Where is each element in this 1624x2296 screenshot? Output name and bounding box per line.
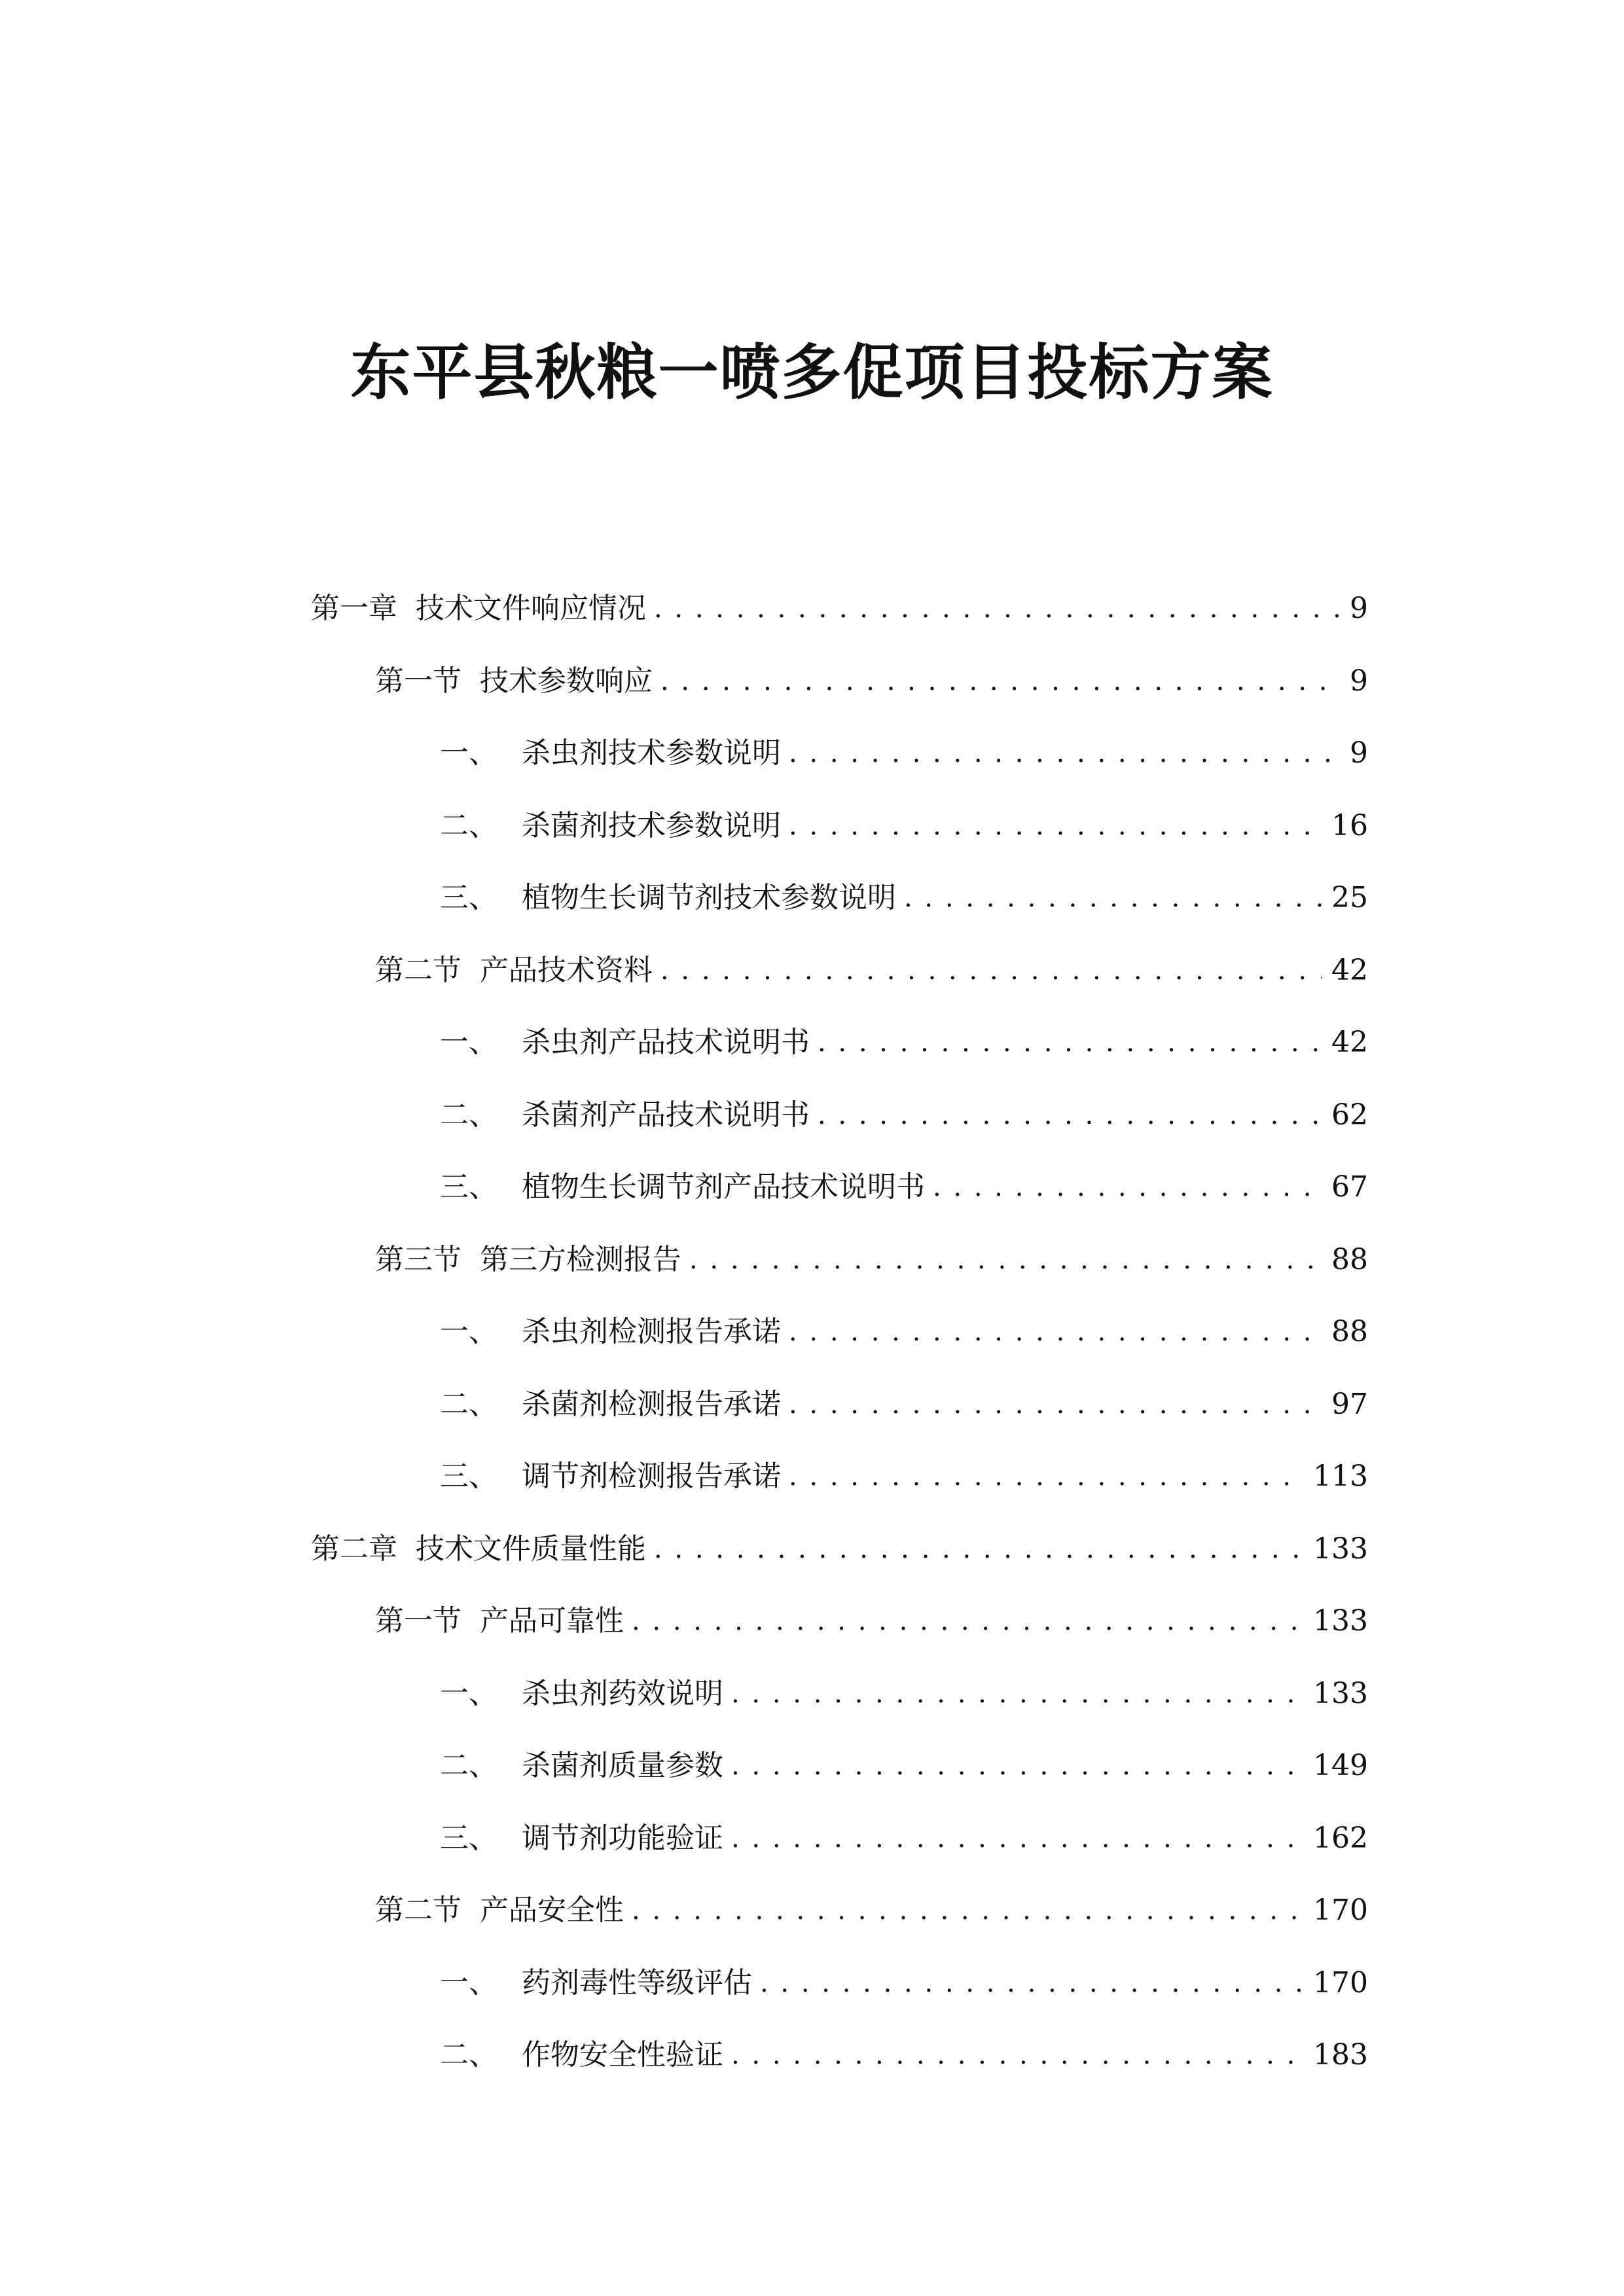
toc-dot-leader bbox=[654, 1530, 1304, 1569]
toc-entry-page-number: 9 bbox=[1350, 736, 1368, 770]
toc-entry[interactable] bbox=[440, 1733, 1368, 1785]
toc-entry-title: 植物生长调节剂技术参数说明 bbox=[522, 881, 896, 914]
toc-entry-number: 第三节 bbox=[375, 1243, 461, 1276]
toc-entry-number: 一、 bbox=[440, 736, 497, 770]
toc-entry-page-number: 113 bbox=[1313, 1460, 1368, 1493]
toc-entry-number: 二、 bbox=[440, 1098, 497, 1132]
toc-entry-number: 三、 bbox=[440, 881, 497, 914]
toc-entry[interactable] bbox=[375, 1227, 1368, 1280]
toc-dot-leader bbox=[689, 1240, 1322, 1280]
toc-entry-page-number: 88 bbox=[1331, 1315, 1368, 1348]
toc-dot-leader bbox=[760, 1964, 1304, 2003]
toc-entry-page-number: 62 bbox=[1331, 1098, 1368, 1132]
toc-entry-title: 作物安全性验证 bbox=[522, 2038, 723, 2072]
toc-dot-leader bbox=[731, 1746, 1304, 1785]
toc-entry-number: 二、 bbox=[440, 1749, 497, 1782]
toc-entry[interactable] bbox=[440, 1372, 1368, 1424]
toc-entry-page-number: 133 bbox=[1313, 1677, 1368, 1710]
toc-dot-leader bbox=[731, 1819, 1304, 1858]
toc-dot-leader bbox=[933, 1168, 1322, 1207]
toc-entry-title: 技术参数响应 bbox=[480, 664, 653, 698]
toc-entry-title: 第三方检测报告 bbox=[480, 1243, 681, 1276]
toc-entry[interactable] bbox=[440, 1299, 1368, 1352]
toc-entry-page-number: 9 bbox=[1350, 592, 1368, 625]
toc-entry-number: 二、 bbox=[440, 2038, 497, 2072]
toc-dot-leader bbox=[632, 1891, 1304, 1930]
toc-entry[interactable] bbox=[440, 1083, 1368, 1135]
toc-entry-title: 产品技术资料 bbox=[480, 954, 653, 987]
toc-entry[interactable] bbox=[440, 1806, 1368, 1858]
toc-entry-number: 第二章 bbox=[311, 1532, 397, 1566]
toc-dot-leader bbox=[789, 734, 1339, 773]
toc-entry-title: 产品可靠性 bbox=[480, 1604, 624, 1638]
toc-dot-leader bbox=[904, 878, 1322, 918]
toc-entry-page-number: 170 bbox=[1313, 1893, 1368, 1927]
toc-entry[interactable] bbox=[311, 1516, 1368, 1569]
toc-entry-title: 杀虫剂检测报告承诺 bbox=[522, 1315, 781, 1348]
toc-entry-page-number: 42 bbox=[1331, 954, 1368, 987]
toc-entry-number: 第一节 bbox=[375, 664, 461, 698]
toc-entry-page-number: 88 bbox=[1331, 1243, 1368, 1276]
toc-entry-page-number: 162 bbox=[1313, 1821, 1368, 1855]
toc-entry-page-number: 170 bbox=[1313, 1966, 1368, 2000]
toc-entry[interactable] bbox=[311, 576, 1368, 628]
toc-entry-number: 三、 bbox=[440, 1460, 497, 1493]
toc-entry-title: 杀虫剂药效说明 bbox=[522, 1677, 723, 1710]
toc-dot-leader bbox=[818, 1096, 1322, 1135]
toc-entry-page-number: 183 bbox=[1313, 2038, 1368, 2072]
toc-entry-page-number: 133 bbox=[1313, 1604, 1368, 1638]
toc-dot-leader bbox=[731, 1674, 1304, 1713]
toc-entry[interactable] bbox=[440, 2022, 1368, 2075]
toc-entry-title: 技术文件响应情况 bbox=[416, 592, 646, 625]
toc-entry-page-number: 97 bbox=[1331, 1388, 1368, 1421]
toc-entry-page-number: 67 bbox=[1331, 1170, 1368, 1204]
toc-entry[interactable] bbox=[440, 1444, 1368, 1496]
toc-entry-number: 第二节 bbox=[375, 1893, 461, 1927]
toc-entry-number: 一、 bbox=[440, 1315, 497, 1348]
toc-entry[interactable] bbox=[375, 649, 1368, 701]
toc-entry-page-number: 25 bbox=[1331, 881, 1368, 914]
toc-entry-title: 杀虫剂技术参数说明 bbox=[522, 736, 781, 770]
toc-entry[interactable] bbox=[440, 721, 1368, 773]
toc-dot-leader bbox=[818, 1023, 1322, 1062]
toc-entry[interactable] bbox=[440, 865, 1368, 918]
toc-entry-number: 一、 bbox=[440, 1966, 497, 2000]
toc-entry[interactable] bbox=[375, 1878, 1368, 1930]
toc-dot-leader bbox=[660, 951, 1322, 990]
toc-dot-leader bbox=[789, 806, 1322, 846]
toc-entry-page-number: 9 bbox=[1350, 664, 1368, 698]
toc-entry-title: 药剂毒性等级评估 bbox=[522, 1966, 752, 2000]
toc-entry[interactable] bbox=[375, 1588, 1368, 1641]
toc-entry-number: 二、 bbox=[440, 809, 497, 842]
toc-entry-title: 杀菌剂质量参数 bbox=[522, 1749, 723, 1782]
toc-entry-page-number: 133 bbox=[1313, 1532, 1368, 1566]
toc-entry[interactable] bbox=[440, 1155, 1368, 1207]
toc-entry-title: 杀菌剂产品技术说明书 bbox=[522, 1098, 810, 1132]
toc-entry-page-number: 149 bbox=[1313, 1749, 1368, 1782]
toc-entry-title: 杀虫剂产品技术说明书 bbox=[522, 1026, 810, 1059]
toc-dot-leader bbox=[654, 589, 1339, 628]
toc-entry[interactable] bbox=[440, 793, 1368, 846]
document-title: 东平县秋粮一喷多促项目投标方案 bbox=[350, 338, 1274, 408]
toc-entry-title: 植物生长调节剂产品技术说明书 bbox=[522, 1170, 925, 1204]
toc-dot-leader bbox=[660, 662, 1339, 701]
toc-entry-title: 产品安全性 bbox=[480, 1893, 624, 1927]
toc-entry-page-number: 16 bbox=[1331, 809, 1368, 842]
toc-entry-number: 三、 bbox=[440, 1821, 497, 1855]
toc-entry-number: 第二节 bbox=[375, 954, 461, 987]
toc-entry-number: 一、 bbox=[440, 1026, 497, 1059]
toc-entry-number: 第一章 bbox=[311, 592, 397, 625]
toc-entry-number: 三、 bbox=[440, 1170, 497, 1204]
toc-entry-title: 调节剂检测报告承诺 bbox=[522, 1460, 781, 1493]
toc-entry-number: 第一节 bbox=[375, 1604, 461, 1638]
toc-entry-page-number: 42 bbox=[1331, 1026, 1368, 1059]
toc-entry-title: 杀菌剂技术参数说明 bbox=[522, 809, 781, 842]
toc-entry[interactable] bbox=[375, 938, 1368, 990]
toc-dot-leader bbox=[789, 1457, 1304, 1496]
toc-entry-number: 一、 bbox=[440, 1677, 497, 1710]
toc-entry-title: 调节剂功能验证 bbox=[522, 1821, 723, 1855]
toc-entry[interactable] bbox=[440, 1661, 1368, 1713]
toc-dot-leader bbox=[789, 1312, 1322, 1352]
toc-entry-title: 杀菌剂检测报告承诺 bbox=[522, 1388, 781, 1421]
toc-dot-leader bbox=[789, 1385, 1322, 1424]
toc-dot-leader bbox=[731, 2036, 1304, 2075]
toc-entry-title: 技术文件质量性能 bbox=[416, 1532, 646, 1566]
toc-entry-number: 二、 bbox=[440, 1388, 497, 1421]
toc-entry[interactable] bbox=[440, 1010, 1368, 1062]
toc-entry[interactable] bbox=[440, 1950, 1368, 2003]
toc-dot-leader bbox=[632, 1602, 1304, 1641]
